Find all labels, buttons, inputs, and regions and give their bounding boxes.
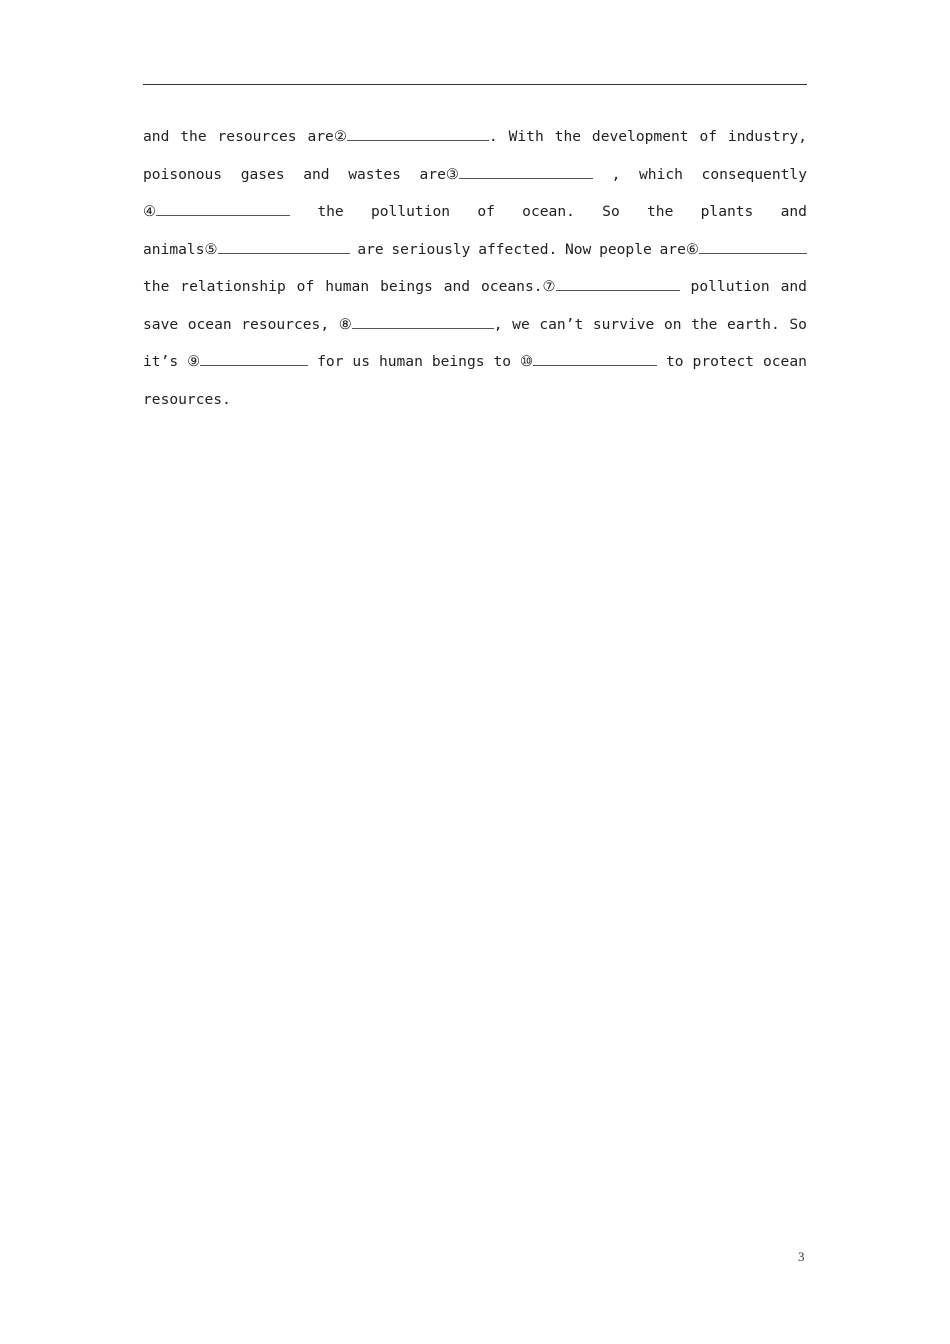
word: us bbox=[352, 353, 370, 370]
word: wastes bbox=[348, 165, 401, 183]
word: ⑧ bbox=[338, 315, 352, 333]
word: pollution bbox=[690, 278, 770, 295]
blank-6-group bbox=[660, 237, 807, 263]
word: resources, bbox=[241, 315, 330, 333]
blank-6[interactable] bbox=[699, 239, 807, 254]
word: ocean bbox=[187, 315, 232, 333]
word: earth. bbox=[727, 315, 780, 333]
word: development bbox=[591, 128, 689, 145]
word: So bbox=[789, 315, 807, 333]
word: save bbox=[143, 315, 179, 333]
word: are⑥ bbox=[659, 240, 699, 258]
punctuation: , bbox=[611, 165, 621, 183]
word: the bbox=[180, 128, 207, 145]
word: and bbox=[443, 278, 471, 295]
word: Now bbox=[564, 240, 592, 258]
blank-8-group bbox=[339, 312, 503, 338]
word: the bbox=[647, 203, 674, 220]
word: can’t bbox=[539, 315, 584, 333]
word: to bbox=[666, 353, 684, 370]
word: are② bbox=[307, 128, 347, 145]
word: So bbox=[602, 203, 620, 220]
blank-4[interactable] bbox=[156, 201, 290, 216]
word: for bbox=[317, 353, 344, 370]
page-number: 3 bbox=[798, 1249, 805, 1264]
passage-line-1 bbox=[143, 124, 807, 162]
word: ocean bbox=[762, 353, 807, 370]
blank-3-group bbox=[420, 162, 593, 188]
word: resources bbox=[217, 128, 297, 145]
word: plants bbox=[700, 203, 754, 220]
header-rule bbox=[143, 84, 807, 85]
blank-10-group bbox=[520, 349, 657, 375]
word: pollution bbox=[370, 203, 451, 220]
punctuation: , bbox=[493, 315, 503, 333]
blank-2-group bbox=[307, 124, 497, 150]
blank-10[interactable] bbox=[533, 351, 657, 366]
word: ocean. bbox=[522, 203, 575, 220]
passage-line-2 bbox=[143, 162, 807, 200]
word: which bbox=[639, 165, 683, 183]
word: oceans.⑦ bbox=[481, 278, 556, 295]
word: affected. bbox=[478, 240, 558, 258]
word: resources. bbox=[143, 390, 231, 408]
passage-line-6 bbox=[143, 312, 807, 350]
blank-9[interactable] bbox=[200, 351, 308, 366]
word: and bbox=[303, 165, 330, 183]
punctuation: . bbox=[488, 128, 498, 145]
passage-line-4 bbox=[143, 237, 807, 275]
word: of bbox=[699, 128, 718, 145]
word: are③ bbox=[419, 165, 459, 183]
word: protect bbox=[692, 353, 755, 370]
word: With bbox=[508, 128, 544, 145]
word: the bbox=[691, 315, 718, 333]
word: poisonous bbox=[143, 165, 223, 183]
word: to bbox=[493, 353, 512, 370]
word: ⑨ bbox=[187, 353, 201, 370]
word: of bbox=[296, 278, 315, 295]
passage-line-7 bbox=[143, 349, 807, 387]
blank-5[interactable] bbox=[218, 239, 350, 254]
word: are bbox=[357, 240, 384, 258]
passage-line-3 bbox=[143, 199, 807, 237]
blank-4-group bbox=[143, 199, 290, 225]
passage-line-8 bbox=[143, 387, 807, 425]
word: human bbox=[378, 353, 423, 370]
passage-line-5 bbox=[143, 274, 807, 312]
word: beings bbox=[431, 353, 485, 370]
word: survive bbox=[592, 315, 655, 333]
word: of bbox=[477, 203, 495, 220]
word: the bbox=[554, 128, 582, 145]
cloze-passage bbox=[143, 124, 807, 424]
word: and bbox=[780, 278, 807, 295]
word: the bbox=[317, 203, 344, 220]
blank-2[interactable] bbox=[347, 126, 489, 141]
word: and bbox=[143, 128, 170, 145]
word: ⑩ bbox=[519, 353, 534, 370]
word: gases bbox=[240, 165, 285, 183]
blank-8[interactable] bbox=[352, 314, 494, 329]
word: people bbox=[599, 240, 652, 258]
word: consequently bbox=[701, 165, 807, 183]
word: industry, bbox=[727, 128, 807, 145]
word: animals⑤ bbox=[143, 240, 218, 258]
word: ④ bbox=[143, 203, 157, 220]
word: relationship bbox=[180, 278, 286, 295]
word: on bbox=[663, 315, 682, 333]
blank-3[interactable] bbox=[459, 164, 593, 179]
blank-7[interactable] bbox=[556, 276, 680, 291]
word: and bbox=[780, 203, 807, 220]
word: human bbox=[325, 278, 370, 295]
word: the bbox=[143, 278, 170, 295]
word: beings bbox=[380, 278, 433, 295]
word: seriously bbox=[391, 240, 471, 258]
word: we bbox=[512, 315, 530, 333]
word: it’s bbox=[143, 353, 179, 370]
blank-7-group bbox=[481, 274, 680, 300]
blank-5-group bbox=[143, 237, 350, 263]
blank-9-group bbox=[187, 349, 308, 375]
